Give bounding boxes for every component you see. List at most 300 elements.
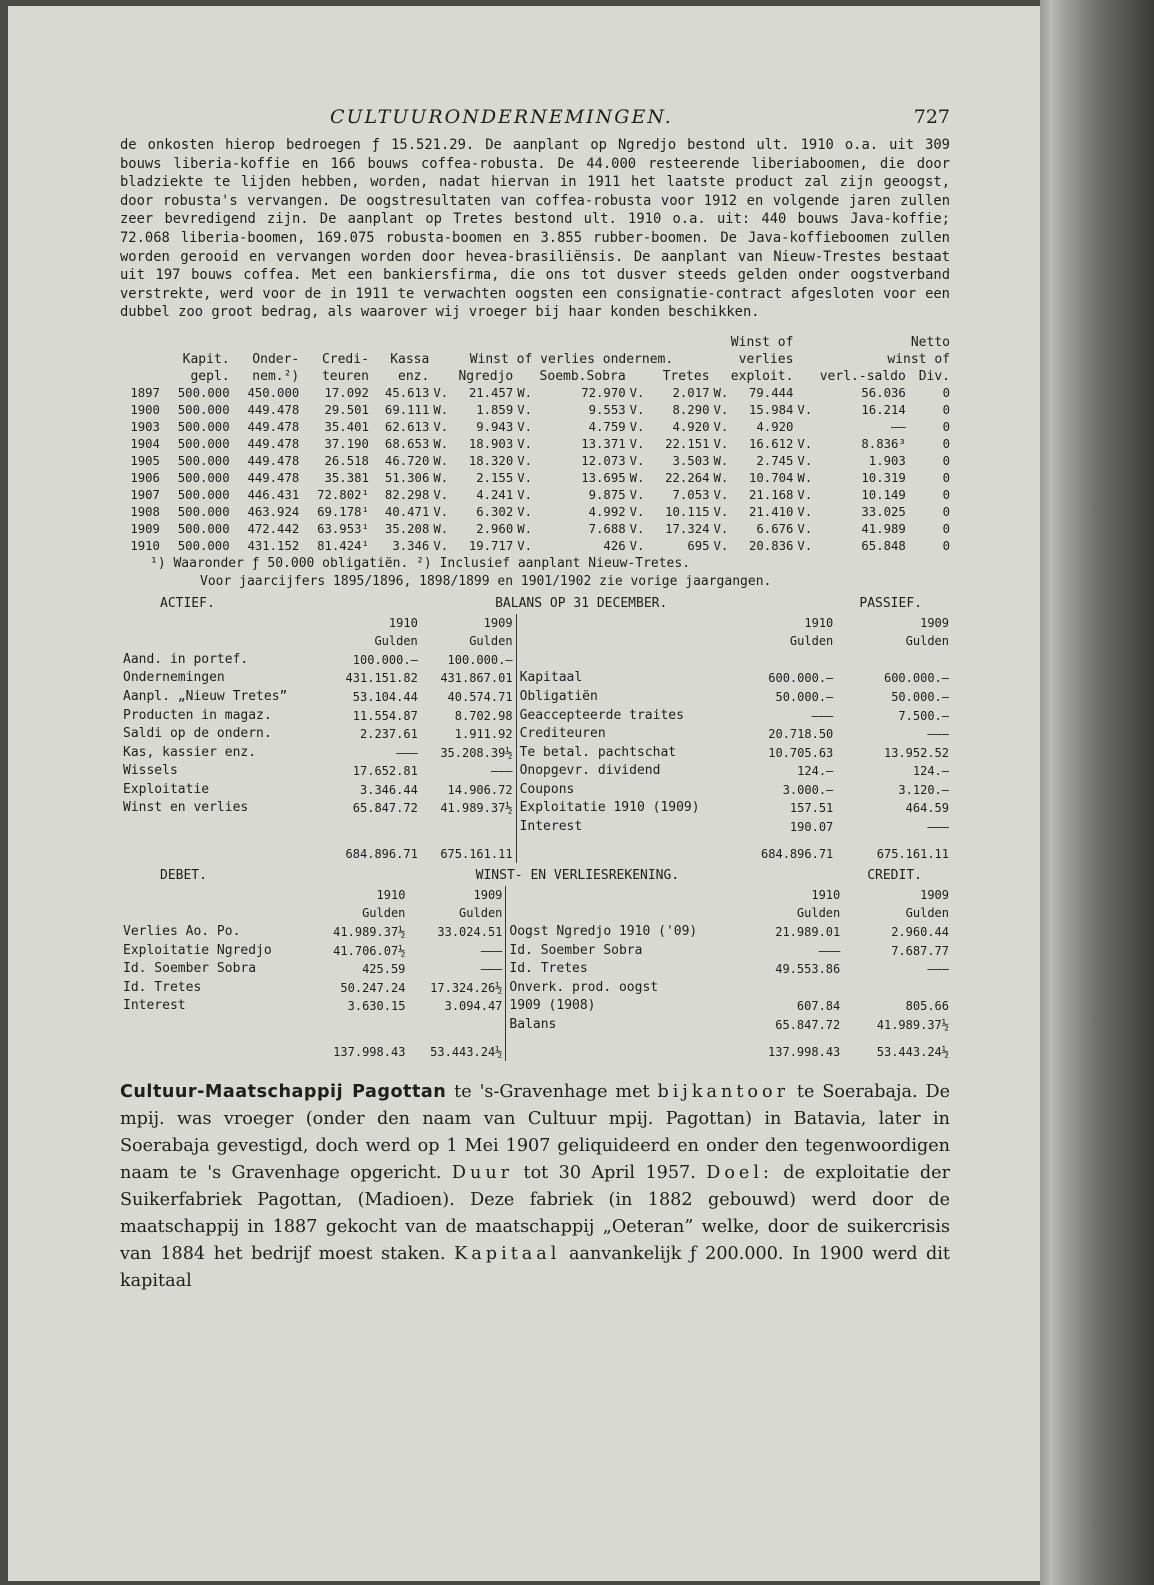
- header-cell: Ngredjo: [458, 368, 514, 384]
- table-cell: ——: [891, 419, 906, 434]
- table-cell: V.: [517, 402, 533, 417]
- table-cell: 18.320: [468, 453, 514, 468]
- account-row: [120, 799, 952, 818]
- account-value: 11.554.87: [352, 708, 418, 723]
- center-title: BALANS OP 31 DECEMBER.: [495, 595, 668, 611]
- account-label: Winst en verlies: [123, 800, 249, 816]
- table-cell: 29.501: [324, 402, 369, 417]
- account-row: [120, 725, 952, 744]
- intro-paragraph: de onkosten hierop bedroegen ƒ 15.521.29. De aanplant op Ngredjo bestond ult. 1910 o.a. uit 309 bouws liberia-koffie en 166 bouws coffea-robusta. De 44.000 resteerende liberiaboomen, die door bladziekte te lijden hebben, worden, nadat hiervan in 1911 het laatste product zal zijn geoogst, door robusta's vervangen. De oogstresultaten van coffea-robusta voor 1912 en volgende jaren zullen zeer bevredigend zijn. De aanplant op Tretes bestond ult. 1910 o.a. uit: 440 bouws Java-koffie; 72.068 liberia-boomen, 169.075 robusta-boomen en 3.855 rubber-boomen. De Java-koffieboomen zullen worden gerooid en vervangen worden door hevea-brasiliënsis. De aanplant van Nieuw-Trestes bestaat uit 197 bouws coffea. Met een bankiersfirma, die ons tot dusver steeds gelden onder oogstverband verstrekte, werd voor de in 1911 te verwachten oogsten een consignatie-contract afgesloten voor een dubbel zoo groot bedrag, als waarover wij vroeger bij haar konden beschikken.: [120, 137, 950, 321]
- account-value: 3.120.—: [898, 782, 949, 797]
- account-label: Id. Tretes: [123, 979, 202, 995]
- table-cell: [795, 385, 826, 402]
- table-cell: 26.518: [324, 453, 369, 468]
- total: 137.998.43: [768, 1044, 841, 1059]
- account-value: 124.—: [912, 764, 949, 779]
- table-cell: 4.920: [672, 419, 710, 434]
- left-title: DEBET.: [160, 868, 207, 884]
- table-row: [120, 470, 952, 487]
- center-title: WINST- EN VERLIESREKENING.: [475, 868, 680, 884]
- account-value: 50.247.24: [340, 980, 406, 995]
- year-1: 1910: [376, 887, 406, 902]
- table-cell: 4.920: [756, 419, 794, 434]
- year-1: 1910: [804, 615, 834, 630]
- table-cell: 9.943: [476, 419, 514, 434]
- unit: Gulden: [362, 906, 406, 921]
- table-cell: 6.302: [476, 504, 514, 519]
- title-row: [120, 867, 952, 886]
- spacer: [517, 614, 742, 633]
- table-cell: V.: [797, 538, 813, 553]
- account-row: [120, 651, 952, 670]
- table-cell: 1907: [130, 487, 160, 502]
- table-cell: 4.241: [476, 487, 514, 502]
- account-row: [120, 818, 952, 837]
- table-cell: 35.401: [324, 419, 369, 434]
- account-label: Aand. in portef.: [123, 651, 249, 667]
- table-cell: V.: [629, 487, 645, 502]
- header-cell: gepl.: [190, 368, 230, 384]
- year-2: 1909: [483, 615, 513, 630]
- table-row: [120, 538, 952, 555]
- table-cell: 10.704: [749, 470, 794, 485]
- table-cell: V.: [517, 470, 533, 485]
- table-cell: V.: [797, 436, 813, 451]
- table-cell: V.: [517, 419, 533, 434]
- company-paragraph: [120, 1079, 950, 1295]
- table-cell: 500.000: [177, 402, 230, 417]
- unit-row: [120, 632, 952, 651]
- table-cell: 20.836: [749, 538, 794, 553]
- table-cell: 6.676: [756, 521, 794, 536]
- table-cell: V.: [517, 487, 533, 502]
- spacer: [120, 837, 326, 864]
- account-label: Id. Tretes: [509, 961, 588, 977]
- account-value: 40.574.71: [447, 689, 513, 704]
- account-value: 425.59: [362, 962, 406, 977]
- spacer: [506, 904, 746, 923]
- table-cell: 8.290: [672, 402, 710, 417]
- year-2: 1909: [920, 887, 949, 902]
- table-cell: 2.745: [756, 453, 794, 468]
- account-value: 10.705.63: [768, 745, 834, 760]
- table-cell: 37.190: [324, 436, 369, 451]
- account-label: Geaccepteerde traites: [519, 707, 684, 723]
- account-value: 17.652.81: [352, 764, 418, 779]
- account-value: 7.687.77: [891, 943, 949, 958]
- account-value: 41.989.37½: [876, 1018, 949, 1032]
- table-row: [120, 521, 952, 538]
- spaced-word: Kapitaal: [454, 1244, 561, 1265]
- table-cell: 500.000: [177, 487, 230, 502]
- header-cell: Kapit.: [182, 351, 230, 367]
- account-value: 7.500.—: [898, 708, 949, 723]
- table-cell: W.: [433, 470, 449, 485]
- account-label: Balans: [509, 1017, 557, 1032]
- account-label: Kas, kassier enz.: [123, 744, 257, 760]
- table-cell: 35.208: [384, 521, 430, 536]
- account-value: [742, 651, 837, 670]
- table-cell: 7.688: [588, 521, 626, 536]
- account-value: 1.911.92: [454, 727, 513, 742]
- account-value: 3.000.—: [782, 782, 834, 797]
- table-row: [120, 453, 952, 470]
- account-value: 13.952.52: [883, 745, 949, 760]
- table-cell: W.: [517, 385, 533, 400]
- table-cell: 0: [942, 521, 950, 536]
- table-cell: 68.653: [384, 436, 430, 451]
- table-cell: 449.478: [247, 402, 300, 417]
- table-cell: 0: [942, 453, 950, 468]
- account-value: 3.346.44: [360, 782, 418, 797]
- stats-table: [120, 334, 952, 555]
- table-cell: V.: [713, 521, 729, 536]
- spacer: [120, 1035, 312, 1062]
- text: te Soerabaja. De mpij. was vroeger (onder den naam van Cultuur mpij. Pagottan) in Batavia, later in Soerabaja gevestigd, doch werd op 1 Mei 1907 geliquideerd en onder den tegenwoordigen naam te 's Gravenhage opgericht.: [120, 1082, 950, 1184]
- account-value: 20.718.50: [768, 727, 834, 742]
- table-cell: V.: [713, 504, 729, 519]
- table-cell: 51.306: [384, 470, 430, 485]
- account-value: ———: [811, 708, 834, 723]
- account-value: 41.706.07½: [333, 943, 406, 958]
- table-cell: W.: [433, 453, 449, 468]
- header-cell: exploit.: [730, 368, 794, 384]
- table-cell: V.: [797, 487, 813, 502]
- account-value: 2.237.61: [360, 727, 418, 742]
- year-2: 1909: [473, 887, 503, 902]
- table-cell: V.: [517, 504, 533, 519]
- table-cell: 21.457: [468, 385, 514, 400]
- account-value: [408, 1016, 505, 1035]
- account-row: [120, 688, 952, 707]
- table-cell: 0: [942, 402, 950, 417]
- total: 137.998.43: [333, 1044, 406, 1059]
- account-row: [120, 744, 952, 763]
- total: 675.161.11: [876, 846, 949, 861]
- table-cell: 9.875: [588, 487, 626, 502]
- stats-header-row-3: [120, 368, 952, 385]
- header-cell: Netto: [910, 334, 950, 350]
- table-cell: 65.848: [861, 538, 906, 553]
- account-value: 431.151.82: [345, 671, 418, 686]
- table-cell: 450.000: [247, 385, 300, 400]
- table-cell: 0: [942, 470, 950, 485]
- table-cell: 4.992: [588, 504, 626, 519]
- table-cell: V.: [713, 419, 729, 434]
- table-cell: 82.298: [384, 487, 430, 502]
- table-cell: V.: [797, 504, 813, 519]
- header-cell: Div.: [918, 368, 950, 384]
- totals-row: [120, 837, 952, 864]
- account-value: 8.702.98: [454, 708, 513, 723]
- account-label: [517, 651, 742, 670]
- year-row: [120, 886, 952, 905]
- table-cell: 500.000: [177, 504, 230, 519]
- table-cell: 1908: [130, 504, 160, 519]
- company-name: Cultuur-Maatschappij Pagottan: [120, 1082, 447, 1103]
- account-row: [120, 707, 952, 726]
- total: 53.443.24½: [876, 1044, 949, 1059]
- table-cell: 7.053: [672, 487, 710, 502]
- account-row: [120, 762, 952, 781]
- account-value: [746, 979, 843, 998]
- account-value: 49.553.86: [775, 962, 841, 977]
- table-cell: 69.178¹: [317, 504, 369, 519]
- spacer: [120, 904, 312, 923]
- account-label: Interest: [123, 998, 186, 1014]
- page-number: 727: [913, 106, 950, 128]
- text: tot 30 April 1957.: [513, 1163, 707, 1184]
- account-value: 65.847.72: [775, 1018, 841, 1032]
- account-value: 100.000.—: [352, 652, 418, 667]
- table-cell: 10.319: [861, 470, 906, 485]
- footnote-2: Voor jaarcijfers 1895/1896, 1898/1899 en 1901/1902 zie vorige jaargangen.: [200, 573, 772, 589]
- table-cell: 40.471: [384, 504, 430, 519]
- account-value: 600.000.—: [883, 671, 949, 686]
- right-title: PASSIEF.: [859, 595, 922, 611]
- spacer: [120, 632, 326, 651]
- table-cell: 3.346: [392, 538, 430, 553]
- table-cell: V.: [629, 453, 645, 468]
- table-cell: W.: [713, 385, 729, 400]
- table-cell: 500.000: [177, 419, 230, 434]
- table-cell: 0: [942, 504, 950, 519]
- account-value: 65.847.72: [352, 801, 418, 816]
- table-cell: 17.092: [324, 385, 369, 400]
- table-cell: W.: [797, 470, 813, 485]
- table-row: [120, 487, 952, 504]
- table-row: [120, 419, 952, 436]
- account-value: ———: [396, 745, 418, 760]
- table-cell: V.: [797, 402, 813, 417]
- text: te 's-Gravenhage met: [446, 1082, 658, 1103]
- spacer: [517, 632, 742, 651]
- account-row: [120, 781, 952, 800]
- account-value: [836, 651, 952, 670]
- table-cell: 431.152: [247, 538, 300, 553]
- table-cell: W.: [713, 470, 729, 485]
- table-cell: V.: [629, 521, 645, 536]
- table-cell: 13.371: [581, 436, 626, 451]
- header-cell: Kassa: [390, 351, 430, 367]
- account-row: [120, 923, 952, 942]
- account-value: 157.51: [789, 801, 834, 816]
- table-cell: 1897: [130, 385, 160, 400]
- unit-row: [120, 904, 952, 923]
- account-value: 431.867.01: [440, 671, 513, 686]
- table-cell: 500.000: [177, 538, 230, 553]
- account-label: Onopgevr. dividend: [519, 763, 661, 779]
- account-label: [120, 1016, 312, 1035]
- table-cell: 16.612: [749, 436, 794, 451]
- page-content: [120, 96, 950, 1313]
- header-cell: Onder-: [252, 351, 300, 367]
- table-cell: W.: [517, 521, 533, 536]
- table-cell: V.: [713, 487, 729, 502]
- account-label: Ondernemingen: [123, 670, 225, 686]
- table-cell: V.: [797, 453, 813, 468]
- account-value: 41.989.37½: [333, 925, 406, 940]
- table-cell: 18.903: [468, 436, 514, 451]
- table-cell: 13.695: [581, 470, 626, 485]
- account-value: 124.—: [797, 764, 834, 779]
- year-1: 1910: [388, 615, 418, 630]
- profit-loss-account: [120, 867, 952, 1061]
- table-cell: 1906: [130, 470, 160, 485]
- account-value: ———: [818, 943, 841, 958]
- account-value: 2.960.44: [891, 925, 949, 940]
- table-cell: V.: [629, 402, 645, 417]
- account-value: 50.000.—: [891, 689, 949, 704]
- header-cell: Credi-: [321, 351, 369, 367]
- table-cell: 3.503: [672, 453, 710, 468]
- account-value: 3.630.15: [347, 999, 406, 1014]
- account-value: [312, 1016, 409, 1035]
- table-cell: 500.000: [177, 521, 230, 536]
- spaced-word: Doel:: [706, 1163, 773, 1184]
- table-cell: 15.984: [749, 402, 794, 417]
- table-cell: V.: [433, 487, 449, 502]
- spacer: [120, 886, 312, 905]
- account-value: ———: [927, 962, 949, 977]
- table-cell: 2.155: [476, 470, 514, 485]
- header-cell: teuren: [321, 368, 369, 384]
- table-cell: V.: [433, 385, 449, 400]
- spacer: [120, 334, 712, 351]
- spacer: [120, 614, 326, 633]
- table-cell: 62.613: [384, 419, 430, 434]
- account-label: Exploitatie: [123, 781, 210, 797]
- totals-row: [120, 1035, 952, 1062]
- account-value: 53.104.44: [352, 689, 418, 704]
- table-cell: 500.000: [177, 453, 230, 468]
- stats-header-row-2: [120, 351, 952, 368]
- table-cell: 41.989: [861, 521, 906, 536]
- table-cell: 1909: [130, 521, 160, 536]
- table-cell: 500.000: [177, 385, 230, 400]
- account-value: ———: [927, 727, 949, 742]
- account-label: Coupons: [519, 781, 575, 797]
- table-cell: 45.613: [384, 385, 430, 400]
- table-cell: V.: [433, 504, 449, 519]
- spacer: [120, 368, 162, 385]
- table-cell: V.: [517, 453, 533, 468]
- account-value: ———: [480, 962, 503, 977]
- running-header: [120, 96, 950, 136]
- table-cell: 10.115: [665, 504, 710, 519]
- table-cell: W.: [433, 402, 449, 417]
- table-cell: 1.903: [868, 453, 906, 468]
- spacer: [421, 818, 516, 837]
- table-cell: V.: [713, 402, 729, 417]
- table-cell: 46.720: [384, 453, 430, 468]
- account-label: Id. Soember Sobra: [509, 942, 643, 958]
- account-value: 21.989.01: [775, 925, 841, 940]
- account-label: Obligatiën: [519, 688, 598, 704]
- table-cell: V.: [629, 385, 645, 400]
- account-label: 1909 (1908): [509, 998, 596, 1014]
- table-cell: 79.444: [749, 385, 794, 400]
- account-value: ———: [480, 943, 503, 958]
- account-label: Crediteuren: [519, 726, 606, 742]
- account-value: 190.07: [789, 820, 834, 835]
- account-value: ———: [490, 764, 513, 779]
- table-cell: 12.073: [581, 453, 626, 468]
- account-row: [120, 979, 952, 998]
- table-cell: 21.410: [749, 504, 794, 519]
- table-cell: 446.431: [247, 487, 300, 502]
- account-label: Exploitatie Ngredjo: [123, 942, 272, 958]
- account-value: 41.989.37½: [440, 801, 513, 816]
- footnote-1: ¹) Waaronder ƒ 50.000 obligatiën. ²) Inclusief aanplant Nieuw-Tretes.: [150, 555, 691, 571]
- header-cell: verl.-saldo: [819, 368, 906, 384]
- year-row: [120, 614, 952, 633]
- table-cell: 0: [942, 487, 950, 502]
- table-cell: 695: [687, 538, 710, 553]
- table-cell: 1905: [130, 453, 160, 468]
- account-value: 100.000.—: [447, 652, 513, 667]
- table-cell: 2.960: [476, 521, 514, 536]
- header-cell: nem.²): [252, 368, 300, 384]
- table-cell: 449.478: [247, 419, 300, 434]
- account-value: 33.024.51: [437, 925, 503, 940]
- table-cell: 0: [942, 436, 950, 451]
- account-row: [120, 997, 952, 1016]
- table-cell: 472.442: [247, 521, 300, 536]
- account-label: Interest: [519, 819, 583, 835]
- table-cell: W.: [713, 453, 729, 468]
- spaced-word: Duur: [451, 1163, 514, 1184]
- table-row: [120, 504, 952, 521]
- account-row: [120, 942, 952, 961]
- table-cell: 426: [603, 538, 626, 553]
- account-label: Aanpl. „Nieuw Tretes”: [123, 688, 288, 704]
- table-cell: W.: [629, 470, 645, 485]
- stats-header-row-1: [120, 334, 952, 351]
- year-1: 1910: [811, 887, 841, 902]
- account-label: Id. Soember Sobra: [123, 961, 257, 977]
- header-cell: Tretes: [662, 368, 710, 384]
- table-row: [120, 436, 952, 453]
- table-cell: 33.025: [861, 504, 906, 519]
- account-label: Onverk. prod. oogst: [509, 979, 659, 995]
- table-cell: V.: [433, 538, 449, 553]
- table-cell: 449.478: [247, 453, 300, 468]
- table-cell: V.: [433, 419, 449, 434]
- table-cell: V.: [629, 504, 645, 519]
- table-cell: 1910: [130, 538, 160, 553]
- table-cell: V.: [629, 436, 645, 451]
- table-cell: 2.017: [672, 385, 710, 400]
- table-cell: 10.149: [861, 487, 906, 502]
- table-cell: 500.000: [177, 470, 230, 485]
- unit: Gulden: [374, 634, 418, 649]
- unit: Gulden: [469, 634, 513, 649]
- table-cell: V.: [713, 538, 729, 553]
- header-cell: Soemb.Sobra: [539, 368, 626, 384]
- table-cell: 81.424¹: [317, 538, 369, 553]
- table-cell: 1903: [130, 419, 160, 434]
- account-value: 805.66: [905, 999, 949, 1014]
- text: aanvankelijk ƒ 200.000. In 1900 werd dit kapitaal: [120, 1244, 950, 1292]
- table-cell: 1.859: [476, 402, 514, 417]
- table-cell: V.: [629, 538, 645, 553]
- account-label: Kapitaal: [519, 670, 583, 686]
- table-cell: V.: [517, 538, 533, 553]
- table-cell: 35.381: [324, 470, 369, 485]
- spacer: [120, 351, 162, 368]
- account-label: Wissels: [123, 763, 178, 779]
